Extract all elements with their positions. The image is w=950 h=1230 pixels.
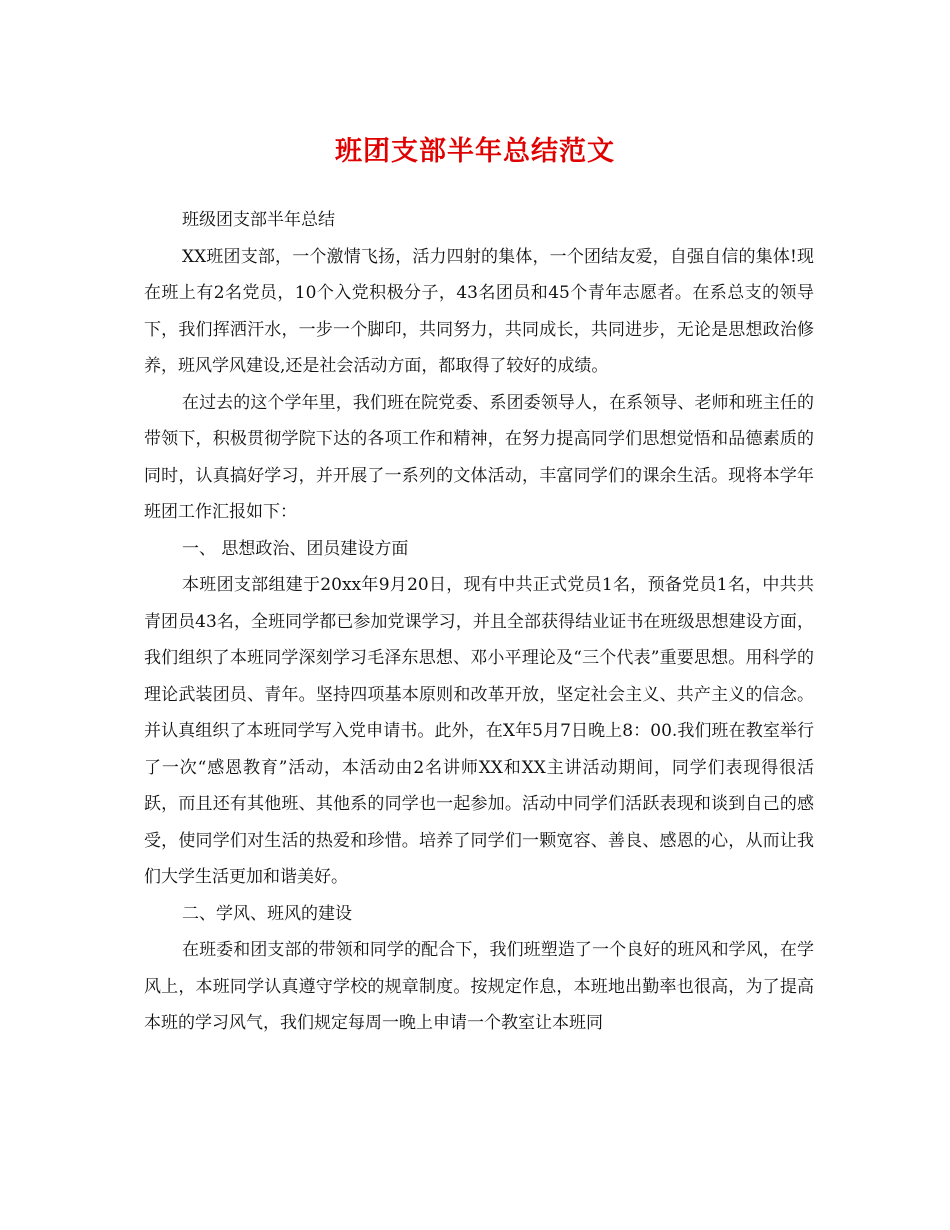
document-body (144, 202, 814, 1042)
document-title: 班团支部半年总结范文 (335, 136, 615, 167)
section-heading: 一、 思想政治、团员建设方面 (182, 538, 409, 559)
section-heading: 二、学风、班风的建设 (182, 903, 352, 924)
body-paragraph: 在过去的这个学年里，我们班在院党委、系团委领导人，在系领导、老师和班主任的带领下，积极贯彻学院下达的各项工作和精神，在努力提高同学们思想觉悟和品德素质的同时，认真搞好学习，并开展了一系列的文体活动，丰富同学们的课余生活。现将本学年班团工作汇报如下： (144, 392, 814, 522)
body-paragraph: XX班团支部，一个激情飞扬，活力四射的集体，一个团结友爱，自强自信的集体!现在班上有2名党员，10个入党积极分子，43名团员和45个青年志愿者。在系总支的领导下，我们挥洒汗水，一步一个脚印，共同努力，共同成长，共同进步，无论是思想政治修养，班风学风建设,还是社会活动方面，都取得了较好的成绩。 (144, 246, 814, 376)
section-heading: 班级团支部半年总结 (182, 210, 335, 230)
body-paragraph: 本班团支部组建于20xx年9月20日，现有中共正式党员1名，预备党员1名，中共共青团员43名，全班同学都已参加党课学习，并且全部获得结业证书在班级思想建设方面，我们组织了本班同学深刻学习毛泽东思想、邓小平理论及“三个代表”重要思想。用科学的理论武装团员、青年。坚持四项基本原则和改革开放，坚定社会主义、共产主义的信念。并认真组织了本班同学写入党申请书。此外，在X年5月7日晚上8：00.我们班在教室举行了一次“感恩教育”活动，本活动由2名讲师XX和XX主讲活动期间，同学们表现得很活跃，而且还有其他班、其他系的同学也一起参加。活动中同学们活跃表现和谈到自己的感受，使同学们对生活的热爱和珍惜。培养了同学们一颗宽容、善良、感恩的心，从而让我们大学生活更加和谐美好。 (144, 575, 814, 887)
body-paragraph: 在班委和团支部的带领和同学的配合下，我们班塑造了一个良好的班风和学风，在学风上，本班同学认真遵守学校的规章制度。按规定作息，本班地出勤率也很高，为了提高本班的学习风气，我们规定每周一晚上申请一个教室让本班同 (144, 940, 814, 1033)
